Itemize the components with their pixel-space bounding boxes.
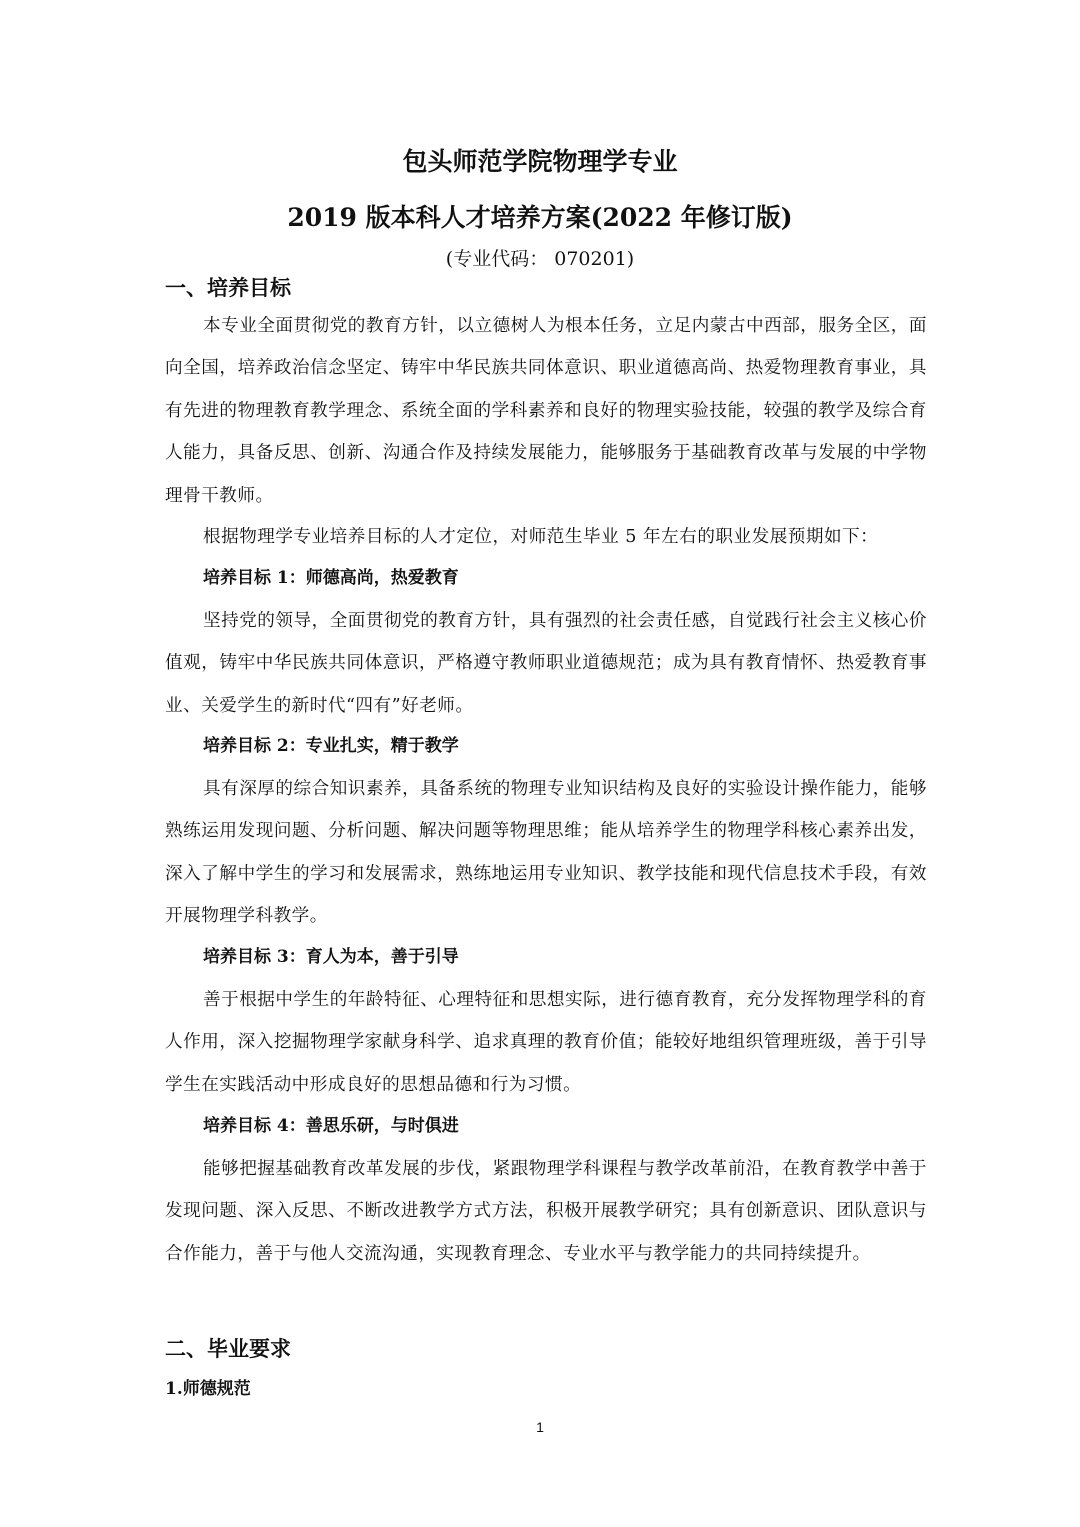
section-heading-training-goals: 一、培养目标: [165, 275, 291, 300]
program-code: (专业代码： 070201): [445, 248, 635, 270]
goal-1-text: 坚持党的领导，全面贯彻党的教育方针，具有强烈的社会责任感，自觉践行社会主义核心价值观，铸牢中华民族共同体意识，严格遵守教师职业道德规范；成为具有教育情怀、热爱教育事业、关爱学生的新时代“四有”好老师。: [165, 611, 927, 716]
document-subtitle: 2019 版本科人才培养方案(2022 年修订版): [287, 203, 793, 232]
goal-1-heading: 培养目标 1：师德高尚，热爱教育: [203, 568, 459, 588]
lead-paragraph: 根据物理学专业培养目标的人才定位，对师范生毕业 5 年左右的职业发展预期如下：: [203, 527, 879, 547]
requirement-1-heading: 1.师德规范: [165, 1379, 251, 1399]
goal-4-text: 能够把握基础教育改革发展的步伐，紧跟物理学科课程与教学改革前沿，在教育教学中善于发现问题、深入反思、不断改进教学方式方法，积极开展教学研究；具有创新意识、团队意识与合作能力，善于与他人交流沟通，实现教育理念、专业水平与教学能力的共同持续提升。: [165, 1159, 927, 1264]
page-number: 1: [536, 1419, 544, 1435]
goal-3-heading: 培养目标 3：育人为本，善于引导: [203, 947, 459, 967]
intro-paragraph: 本专业全面贯彻党的教育方针，以立德树人为根本任务，立足内蒙古中西部，服务全区，面向全国，培养政治信念坚定、铸牢中华民族共同体意识、职业道德高尚、热爱物理教育事业，具有先进的物理教育教学理念、系统全面的学科素养和良好的物理实验技能，较强的教学及综合育人能力，具备反思、创新、沟通合作及持续发展能力，能够服务于基础教育改革与发展的中学物理骨干教师。: [165, 316, 927, 506]
section-heading-graduation-requirements: 二、毕业要求: [165, 1336, 291, 1361]
goal-2-text: 具有深厚的综合知识素养，具备系统的物理专业知识结构及良好的实验设计操作能力，能够熟练运用发现问题、分析问题、解决问题等物理思维；能从培养学生的物理学科核心素养出发，深入了解中学生的学习和发展需求，熟练地运用专业知识、教学技能和现代信息技术手段，有效开展物理学科教学。: [165, 779, 927, 927]
document-title: 包头师范学院物理学专业: [402, 147, 678, 176]
goal-3-text: 善于根据中学生的年龄特征、心理特征和思想实际，进行德育教育，充分发挥物理学科的育人作用，深入挖掘物理学家献身科学、追求真理的教育价值；能较好地组织管理班级，善于引导学生在实践活动中形成良好的思想品德和行为习惯。: [165, 990, 927, 1095]
goal-4-heading: 培养目标 4：善思乐研，与时俱进: [203, 1116, 459, 1136]
goal-2-heading: 培养目标 2：专业扎实，精于教学: [203, 736, 459, 756]
